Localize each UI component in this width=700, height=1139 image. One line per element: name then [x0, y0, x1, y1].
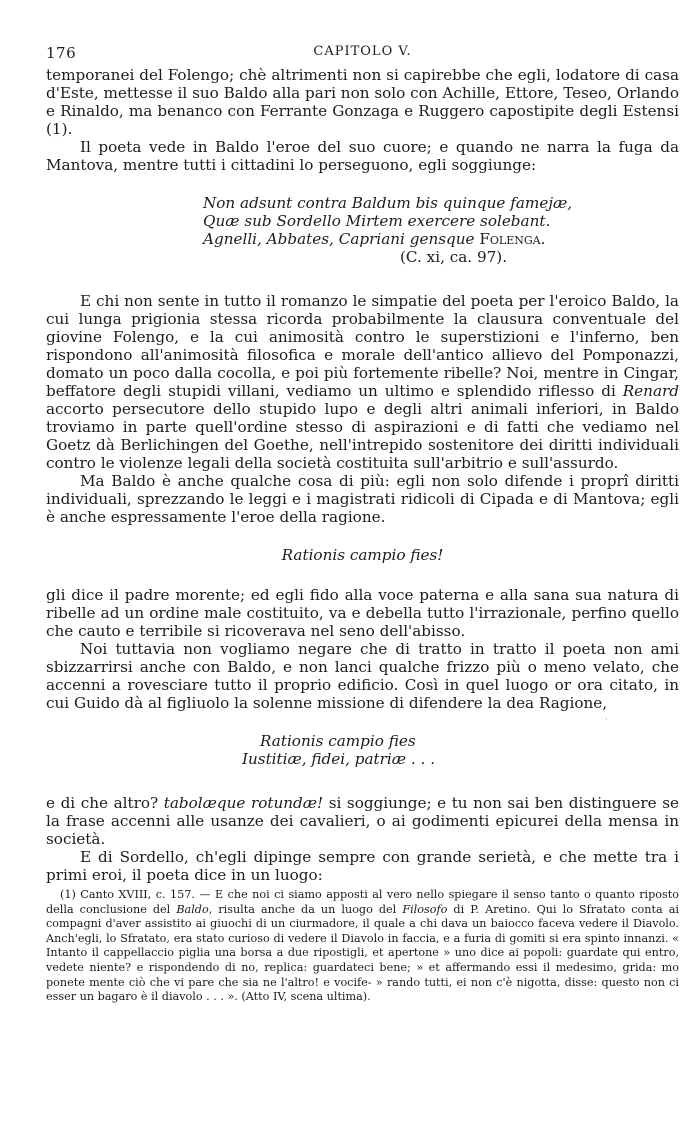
footnote-part: (1) Canto XVIII, c. 157. — E che noi ci siamo apposti al vero nello spiegare il senso tanto o quanto riposto della conclusione del [46, 888, 679, 916]
print-speck: · [605, 715, 608, 724]
paragraph-text: e di che altro? [46, 794, 164, 812]
paragraph-text: E chi non sente in tutto il romanzo le simpatie del poeta per l'eroico Baldo, la cui lunga prigionia stessa ricorda probabilmente la clausura conventuale del giovine Folengo, e la cui animosità contro le superstizioni e l'inferno, ben rispondono all'animosità filosofica e morale dell'antico allievo del Pomponazzi, domato un poco dalla cocolla, e poi più fortemente ribelle? Noi, mentre in Cingar, beffatore degli stupidi villani, vediamo un ultimo e splendido riflesso di [46, 292, 679, 400]
verse-line: Non adsunt contra Baldum bis quinque famejæ, [203, 194, 573, 212]
page-number: 176 [46, 44, 77, 62]
verse-author: Folenga. [479, 230, 546, 248]
paragraph [46, 794, 679, 848]
paragraph: Il poeta vede in Baldo l'eroe del suo cuore; e quando ne narra la fuga da Mantova, mentre tutti i cittadini lo perseguono, egli soggiunge: [46, 138, 679, 174]
verse-quotation-2 [242, 732, 679, 768]
verse-line [203, 230, 679, 248]
verse-line: Iustitiæ, fidei, patriæ . . . [242, 750, 436, 768]
verse-line-text: Agnelli, Abbates, Capriani gensque [203, 230, 475, 248]
verse-line: Quæ sub Sordello Mirtem exercere solebant. [203, 212, 551, 230]
verse-line: Rationis campio fies [260, 732, 416, 750]
paragraph-text: accorto persecutore dello stupido lupo e degli altri animali inferiori, in Baldo troviamo in parte quell'ordine stesso di aspirazioni e di fatti che vediamo nel Goetz dà Berlichingen del Goethe, nell'intrepido sostenitore dei diritti individuali contro le violenze legali della società costituita sull'arbitrio e sull'assurdo. [46, 400, 679, 472]
paragraph: gli dice il padre morente; ed egli fido alla voce paterna e alla sana sua natura di ribelle ad un ordine male costituito, va e debella tutto l'irrazionale, perfino quello che cauto e terribile si ricoverava nel seno dell'abisso. [46, 586, 679, 640]
paragraph: Ma Baldo è anche qualche cosa di più: egli non solo difende i proprî diritti individuali, sprezzando le leggi e i magistrati ridicoli di Cipada e di Mantova; egli è anche espressamente l'eroe della ragione. [46, 472, 679, 526]
footnote-italic: Filosofo [402, 902, 448, 916]
footnote-part: , risulta anche da un luogo del [208, 902, 403, 916]
footnote-part: di P. Aretino. Qui lo Sfratato conta ai compagni d'aver assistito ai giuochi di un ciurmadore, il quale a chi dava un baiocco faceva vedere il Diavolo. Anch'egli, lo Sfratato, era stato curioso di vedere il Diavolo in faccia, e a furia di gomiti si era spinto innanzi. « Intanto il cappellaccio piglia una borsa a due ripostigli, et apertone » uno dice ai popoli: guardate qui entro, vedete niente? e rispondendo di no, replica: guardateci bene; » et affermando essi il medesimo, grida: mo ponete mente ciò che vi pare che sia ne l'altro! e vocife- » rando tutti, ei non c'è nigotta, disse: questo non ci esser un bagaro è il diavolo . . . ». (Atto IV, scena ultima). [46, 902, 679, 1004]
paragraph-text: si soggiunge; e tu non sai ben distinguere se la frase accenni alle usanze dei cavalieri, o ai godimenti epicurei della mensa in società. [46, 794, 679, 848]
citation-text: (C. xi, ca. 97). [400, 248, 508, 266]
footnote-text [46, 888, 679, 1005]
paragraph: temporanei del Folengo; chè altrimenti non si capirebbe che egli, lodatore di casa d'Este, mettesse il suo Baldo alla pari non solo con Achille, Ettore, Teseo, Orlando e Rinaldo, ma benanco con Ferrante Gonzaga e Ruggero capostipite degli Estensi (1). [46, 66, 679, 138]
italic-term: Renard [622, 382, 679, 400]
motto-quotation: Rationis campio fies! [281, 546, 444, 564]
body-text [46, 66, 679, 884]
paragraph: E di Sordello, ch'egli dipinge sempre con grande serietà, e che mette tra i primi eroi, il poeta dice in un luogo: [46, 848, 679, 884]
verse-citation [203, 248, 679, 266]
footnote [46, 888, 679, 1005]
verse-quotation [203, 194, 679, 266]
paragraph: Noi tuttavia non vogliamo negare che di tratto in tratto il poeta non ami sbizzarrirsi anche con Baldo, e non lanci qualche frizzo più o meno velato, che accenni a rovesciare tutto il proprio edificio. Così in quel luogo or ora citato, in cui Guido dà al figliuolo la solenne missione di difendere la dea Ragione, [46, 640, 679, 712]
italic-quote: tabolæque rotundæ! [163, 794, 324, 812]
footnote-italic: Baldo [176, 902, 209, 916]
running-title: CAPITOLO V. [313, 44, 412, 59]
paragraph [46, 292, 679, 472]
page-header [46, 44, 679, 66]
page [46, 44, 679, 884]
